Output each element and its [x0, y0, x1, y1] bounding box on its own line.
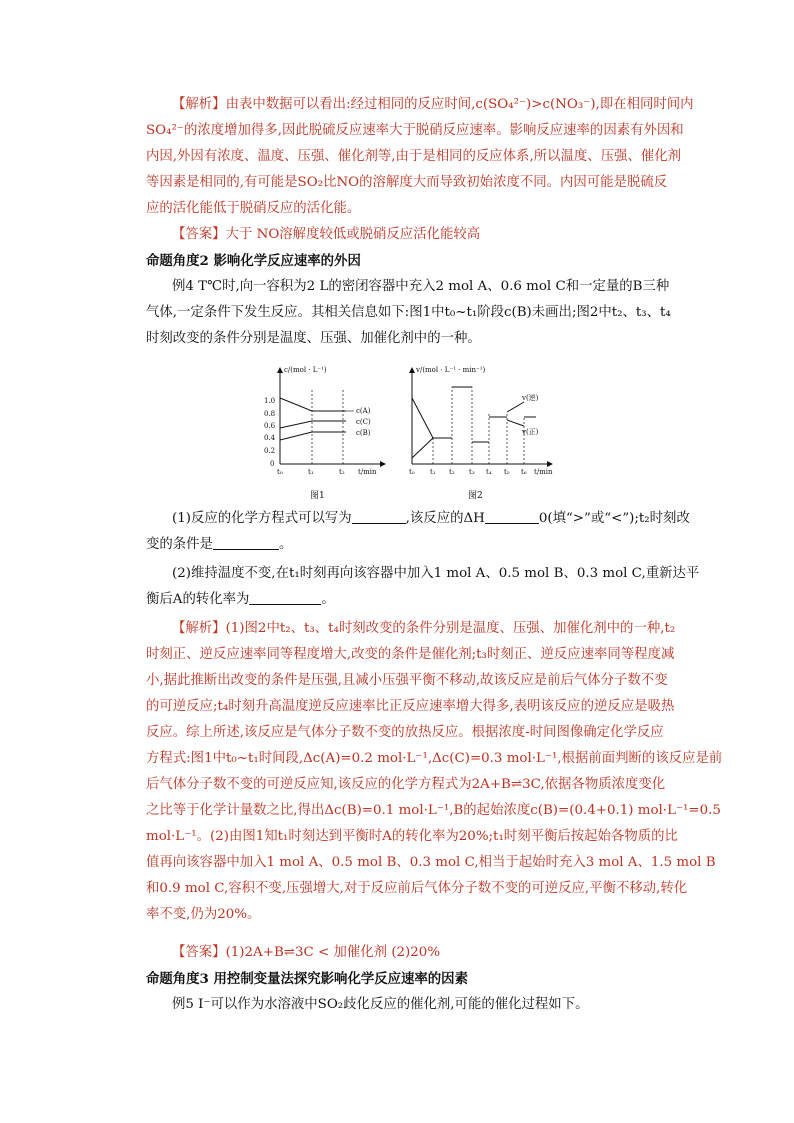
- analysis-line: 应的活化能低于脱硝反应的活化能。: [146, 201, 361, 216]
- analysis-line: 内因,外因有浓度、温度、压强、催化剂等,由于是相同的反应体系,所以温度、压强、催化剂: [146, 149, 682, 164]
- rate-curves: [412, 387, 536, 458]
- analysis-line: 率不变,仍为20%。: [146, 907, 261, 922]
- reverse-rate-label: v(逆): [522, 394, 539, 402]
- series-label: c(B): [356, 429, 371, 437]
- series-label: c(A): [356, 407, 371, 415]
- fig2-xtick: t₆: [521, 468, 527, 476]
- analysis-line: 【解析】(1)图2中t₂、t₃、t₄时刻改变的条件分别是温度、压强、加催化剂中的一种,t₂: [172, 621, 676, 636]
- question-2-line: 衡后A的转化率为 。: [146, 592, 335, 607]
- fig2-xtick: t₅: [504, 468, 510, 476]
- fig1-ylabel: c/(mol · L⁻¹): [284, 366, 327, 374]
- fig1-xtick: t₁: [308, 468, 314, 476]
- fig1-ytick: 0.8: [264, 410, 276, 418]
- figure-1: [264, 366, 385, 501]
- analysis-tag: 【解析】: [172, 97, 226, 112]
- fig2-caption: 图2: [468, 491, 483, 501]
- analysis-line: 的可逆反应;t₄时刻升高温度逆反应速率比正反应速率增大得多,表明该反应的逆反应是吸热: [146, 699, 675, 714]
- analysis-line: 值再向该容器中加入1 mol A、0.5 mol B、0.3 mol C,相当于起始时充入3 mol A、1.5 mol B: [146, 855, 716, 870]
- fig2-xlabel: t/min: [534, 468, 553, 476]
- fig1-ytick: 0.2: [264, 447, 276, 455]
- analysis-line: 之比等于化学计量数之比,得出Δc(B)=0.1 mol·L⁻¹,B的起始浓度c(B)=(0.4+0.1) mol·L⁻¹=0.5: [146, 803, 721, 818]
- series-a-line: [280, 398, 346, 411]
- fig1-ytick: 0.6: [264, 422, 276, 430]
- analysis-line: 反应。综上所述,该反应是气体分子数不变的放热反应。根据浓度-时间图像确定化学反应: [146, 725, 664, 740]
- series-b-line: [280, 432, 346, 440]
- forward-rate-label: v(正): [522, 428, 539, 436]
- fig2-xtick: t₁: [430, 468, 436, 476]
- answer-blank[interactable]: [352, 509, 406, 524]
- answer-blank[interactable]: [485, 509, 539, 524]
- answer-line: 【答案】(1)2A+B⇌3C < 加催化剂 (2)20%: [172, 945, 441, 960]
- question-1-line: (1)反应的化学方程式可以写为 ,该反应的ΔH 0(填“>”或“<”);t₂时刻改: [172, 511, 690, 526]
- analysis-line: 后气体分子数不变的可逆反应知,该反应的化学方程式为2A+B⇌3C,依据各物质浓度变化: [146, 777, 666, 792]
- analysis-tag: 【解析】: [172, 621, 226, 636]
- fig2-xtick: t₀: [409, 468, 415, 476]
- analysis-line: 【解析】由表中数据可以看出:经过相同的反应时间,c(SO₄²⁻)>c(NO₃⁻),即在相同时间内: [172, 97, 694, 112]
- answer-tag: 【答案】: [172, 227, 226, 242]
- question-2-line: (2)维持温度不变,在t₁时刻再向该容器中加入1 mol A、0.5 mol B、0.3 mol C,重新达平: [172, 566, 700, 581]
- analysis-line: 时刻正、逆反应速率同等程度增大,改变的条件是催化剂;t₃时刻正、逆反应速率同等程度减: [146, 647, 675, 662]
- answer-blank[interactable]: [249, 590, 321, 605]
- fig1-ytick: 0: [270, 460, 275, 468]
- example-line: 例5 I⁻可以作为水溶液中SO₂歧化反应的催化剂,可能的催化过程如下。: [172, 997, 589, 1012]
- analysis-line: mol·L⁻¹。(2)由图1知t₁时刻达到平衡时A的转化率为20%;t₁时刻平衡后按起始各物质的比: [146, 829, 678, 844]
- section-title: 命题角度2 影响化学反应速率的外因: [146, 253, 361, 269]
- series-label: c(C): [356, 418, 371, 426]
- example-line: 例4 T℃时,向一容积为2 L的密闭容器中充入2 mol A、0.6 mol C和一定量的B三种: [172, 279, 670, 294]
- example-line: 气体,一定条件下发生反应。其相关信息如下:图1中t₀~t₁阶段c(B)未画出;图2中t₂、t₃、t₄: [146, 305, 671, 320]
- example-line: 时刻改变的条件分别是温度、压强、加催化剂中的一种。: [146, 331, 481, 346]
- answer-blank[interactable]: [213, 535, 279, 550]
- fig2-xtick: t₂: [449, 468, 455, 476]
- answer-tag: 【答案】: [172, 945, 226, 960]
- analysis-line: 小,据此推断出改变的条件是压强,且减小压强平衡不移动,故该反应是前后气体分子数不变: [146, 673, 668, 688]
- fig1-ytick: 1.0: [264, 397, 276, 405]
- series-c-line: [280, 421, 346, 428]
- fig1-xtick: t₂: [339, 468, 345, 476]
- fig2-xtick: t₄: [486, 468, 492, 476]
- fig1-ytick: 0.4: [264, 434, 276, 442]
- analysis-line: 方程式:图1中t₀~t₁时间段,Δc(A)=0.2 mol·L⁻¹,Δc(C)=0.3 mol·L⁻¹,根据前面判断的该反应是前: [146, 751, 723, 766]
- fig1-xtick: t₀: [277, 468, 283, 476]
- answer-line: 【答案】大于 NO溶解度较低或脱硝反应活化能较高: [172, 227, 481, 242]
- analysis-line: 和0.9 mol C,容积不变,压强增大,对于反应前后气体分子数不变的可逆反应,平衡不移动,转化: [146, 881, 688, 896]
- fig2-xtick: t₃: [469, 468, 475, 476]
- fig1-xlabel: t/min: [358, 468, 377, 476]
- figure-1-and-2: [260, 362, 560, 502]
- analysis-line: SO₄²⁻的浓度增加得多,因此脱硫反应速率大于脱硝反应速率。影响反应速率的因素有外因和: [146, 123, 684, 138]
- question-1-line: 变的条件是 。: [146, 537, 293, 552]
- section-title: 命题角度3 用控制变量法探究影响化学反应速率的因素: [146, 971, 468, 987]
- fig1-caption: 图1: [310, 491, 325, 501]
- fig2-ylabel: v/(mol · L⁻¹ · min⁻¹): [416, 366, 486, 374]
- figures: [260, 362, 560, 506]
- analysis-line: 等因素是相同的,有可能是SO₂比NO的溶解度大而导致初始浓度不同。内因可能是脱硫反: [146, 175, 668, 190]
- figure-2: [409, 366, 553, 501]
